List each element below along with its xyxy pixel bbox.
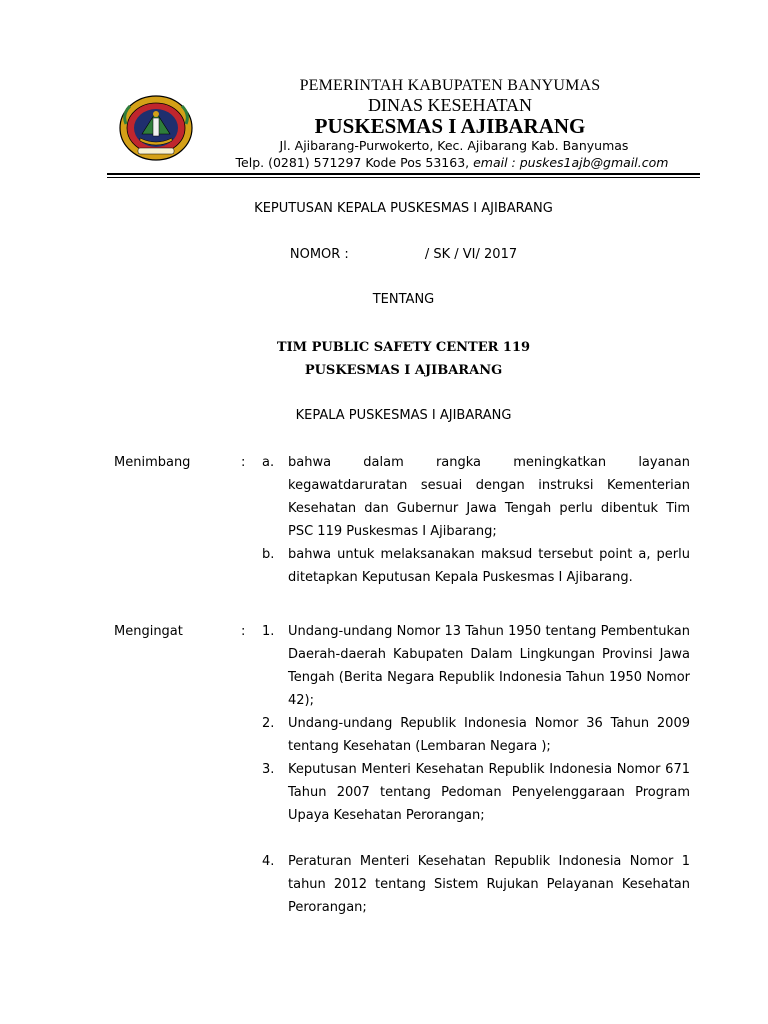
menimbang-colon: :: [241, 455, 246, 470]
letterhead-email: email : puskes1ajb@gmail.com: [473, 155, 669, 170]
letterhead-department: DINAS KESEHATAN: [367, 95, 533, 115]
mengingat-item-1-text: Undang-undang Nomor 13 Tahun 1950 tentang Pembentukan Daerah-daerah Kabupaten Dalam Lingkungan Provinsi Jawa Tengah (Berita Negara Republik Indonesia Tahun 1950 Nomor 42);: [288, 624, 690, 708]
mengingat-item-3-marker: 3.: [262, 762, 275, 777]
mengingat-item-4-text: Peraturan Menteri Kesehatan Republik Indonesia Nomor 1 tahun 2012 tentang Sistem Rujukan Pelayanan Kesehatan Perorangan;: [288, 854, 690, 915]
number-value: / SK / VI/ 2017: [424, 247, 518, 262]
letterhead-phone: Telp. (0281) 571297 Kode Pos 53163,: [235, 155, 474, 170]
number-label: NOMOR :: [289, 247, 349, 262]
mengingat-item-2-marker: 2.: [262, 716, 275, 731]
mengingat-item-3-text: Keputusan Menteri Kesehatan Republik Indonesia Nomor 671 Tahun 2007 tentang Pedoman Penyelenggaraan Program Upaya Kesehatan Perorangan;: [288, 762, 690, 823]
mengingat-item-1-marker: 1.: [262, 624, 275, 639]
letterhead-divider-thick: [107, 173, 700, 175]
menimbang-item-a-marker: a.: [262, 455, 275, 470]
mengingat-label: Mengingat: [114, 624, 183, 639]
menimbang-item-b-marker: b.: [262, 547, 275, 562]
decree-title: KEPUTUSAN KEPALA PUSKESMAS I AJIBARANG: [254, 201, 553, 216]
subject-line-2: PUSKESMAS I AJIBARANG: [304, 363, 503, 378]
subject-line-1: TIM PUBLIC SAFETY CENTER 119: [276, 340, 531, 355]
menimbang-item-b-text: bahwa untuk melaksanakan maksud tersebut point a, perlu ditetapkan Keputusan Kepala Puskesmas I Ajibarang.: [288, 547, 690, 585]
mengingat-colon: :: [241, 624, 246, 639]
letterhead-divider-thin: [107, 177, 700, 178]
letterhead-institution: PUSKESMAS I AJIBARANG: [314, 114, 586, 138]
decree-number: [107, 247, 700, 262]
letterhead-address: Jl. Ajibarang-Purwokerto, Kec. Ajibarang Kab. Banyumas: [279, 138, 629, 153]
menimbang-item-a-text: bahwa dalam rangka meningkatkan layanan kegawatdaruratan sesuai dengan instruksi Kementerian Kesehatan dan Gubernur Jawa Tengah perlu dibentuk Tim PSC 119 Puskesmas I Ajibarang;: [288, 455, 690, 539]
mengingat-item-4-marker: 4.: [262, 854, 275, 869]
regency-emblem-logo: [118, 94, 194, 162]
about-heading: TENTANG: [372, 292, 435, 307]
menimbang-label: Menimbang: [114, 455, 191, 470]
letterhead-contact: [196, 155, 708, 170]
letterhead-government: PEMERINTAH KABUPATEN BANYUMAS: [299, 77, 601, 94]
issuer-heading: KEPALA PUSKESMAS I AJIBARANG: [295, 408, 512, 423]
mengingat-item-2-text: Undang-undang Republik Indonesia Nomor 36 Tahun 2009 tentang Kesehatan (Lembaran Negara );: [288, 716, 690, 754]
